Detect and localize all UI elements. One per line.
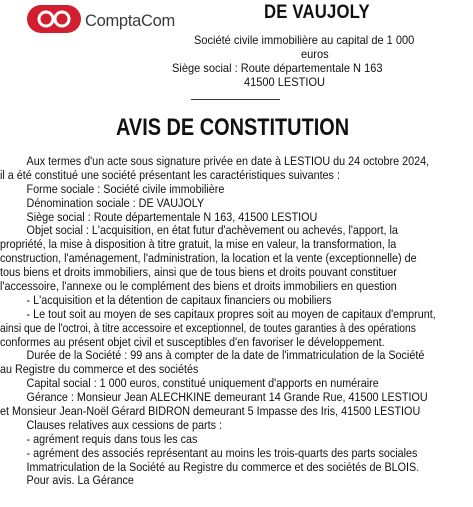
body-line: Dénomination sociale : DE VAUJOLY	[26, 195, 205, 210]
body-line: Aux termes d'un acte sous signature privée en date à LESTIOU du 24 octobre 2024,	[26, 154, 430, 168]
body-line: Objet social : L'acquisition, en état futur d'achèvement ou achevés, l'apport, la	[26, 223, 398, 238]
body-line: Durée de la Société : 99 ans à compter de la date de l'immatriculation de la Société	[26, 348, 425, 363]
body-line: Immatriculation de la Société au Registre du commerce et des sociétés de BLOIS.	[26, 459, 420, 474]
seat-line-2: 41500 LESTIOU	[244, 75, 326, 89]
capital-line-1: Société civile immobilière au capital de 1 000	[194, 33, 415, 47]
notice-title: AVIS DE CONSTITUTION	[116, 114, 350, 141]
body-line: propriété, la mise à disposition à titre gratuit, la mise en valeur, la transformation, la	[0, 237, 397, 252]
body-line: - L'acquisition et la détention de capitaux financiers ou mobiliers	[26, 292, 332, 307]
body-line: conformes au présent objet civil et susceptibles d'en favoriser le développement.	[0, 334, 385, 349]
body-line: il a été constitué une société présentant les caractéristiques suivantes :	[0, 167, 340, 182]
comptacom-logo	[27, 5, 187, 33]
body-line: Clauses relatives aux cessions de parts :	[26, 417, 222, 432]
body-line: Gérance : Monsieur Jean ALECHKINE demeurant 14 Grande Rue, 41500 LESTIOU	[26, 390, 428, 405]
separator-rule	[191, 99, 280, 100]
body-line: Siège social : Route départementale N 163, 41500 LESTIOU	[26, 209, 318, 224]
comptacom-logo-icon	[27, 5, 81, 33]
body-line: Forme sociale : Société civile immobilière	[26, 181, 225, 196]
body-line: - Le tout soit au moyen de ses capitaux propres soit au moyen de capitaux d'emprunt,	[26, 306, 436, 321]
body-line: tous biens et droits immobiliers, ainsi que de tous biens et droits pouvant constituer	[0, 265, 397, 280]
body-line: Pour avis. La Gérance	[26, 473, 134, 488]
body-line: - agrément des associés représentant au moins les trois-quarts des parts sociales	[26, 445, 418, 460]
capital-line-2: euros	[301, 47, 329, 61]
body-line: - agrément requis dans tous les cas	[26, 431, 198, 446]
body-line: ainsi que de l'octroi, à titre accessoire et exceptionnel, de toutes garanties à des opérations	[0, 320, 416, 335]
body-line: Capital social : 1 000 euros, constitué uniquement d'apports en numéraire	[26, 376, 379, 391]
seat-line-1: Siège social : Route départementale N 163	[172, 61, 383, 75]
company-name: DE VAUJOLY	[264, 2, 370, 23]
body-line: l'accessoire, l'annexe ou le complément des biens et droits immobiliers en question	[0, 279, 397, 294]
logo-text: ComptaCom	[85, 12, 175, 30]
body-line: au Registre du commerce et des sociétés	[0, 362, 199, 377]
body-line: construction, l'aménagement, l'administration, la location et la vente (exceptionnelle) de	[0, 251, 417, 266]
notice-body	[0, 155, 473, 488]
body-line: et Monsieur Jean-Noël Gérard BIDRON demeurant 5 Impasse des Iris, 41500 LESTIOU	[0, 404, 421, 419]
